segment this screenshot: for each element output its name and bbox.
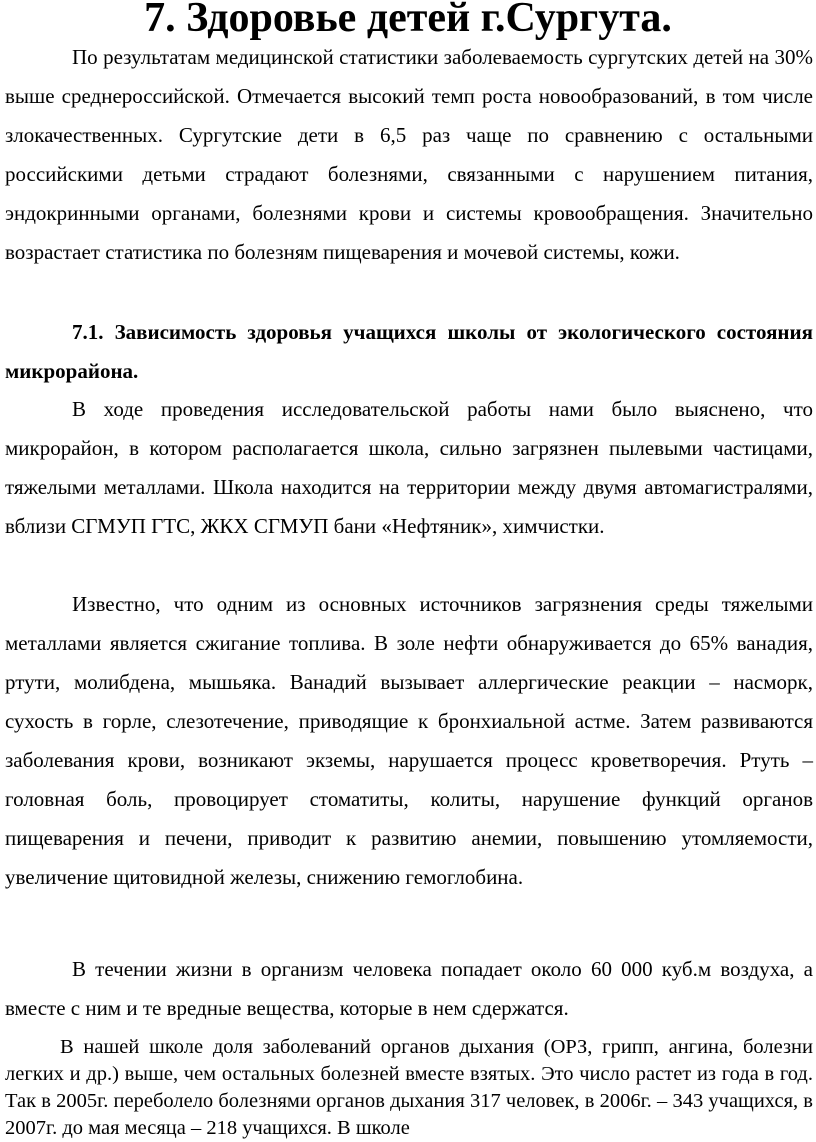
paragraph-3-block [5,390,813,546]
paragraph-statistics: По результатам медицинской статистики заболеваемость сургутских детей на 30% выше среднероссийской. Отмечается высокий темп роста новообразований, в том числе злокачественных. Сургутские дети в 6,5 раз чаще по сравнению с остальными российскими детьми страдают болезнями, связанными с нарушением питания, эндокринными органами, болезнями крови и системы кровообращения. Значительно возрастает статистика по болезням пищеварения и мочевой системы, кожи. [5,45,813,264]
paragraph-5-block [5,950,813,1028]
paragraph-air-volume: В течении жизни в организм человека попадает около 60 000 куб.м воздуха, а вместе с ним и те вредные вещества, которые в нем сдержатся. [5,957,813,1020]
paragraph-research: В ходе проведения исследовательской работы нами было выяснено, что микрорайон, в котором располагается школа, сильно загрязнен пылевыми частицами, тяжелыми металлами. Школа находится на территории между двумя автомагистралями, вблизи СГМУП ГТС, ЖКХ СГМУП бани «Нефтяник», химчистки. [5,397,813,538]
subsection-heading: 7.1. Зависимость здоровья учащихся школы от экологического состояния микрорайона. [5,320,813,383]
paragraph-4-block [5,585,813,897]
paragraph-2-block [5,313,813,391]
paragraph-heavy-metals: Известно, что одним из основных источников загрязнения среды тяжелыми металлами является сжигание топлива. В золе нефти обнаруживается до 65% ванадия, ртути, молибдена, мышьяка. Ванадий вызывает аллергические реакции – насморк, сухость в горле, слезотечение, приводящие к бронхиальной астме. Затем развиваются заболевания крови, возникают экземы, нарушается процесс кроветворечия. Ртуть – головная боль, провоцирует стоматиты, колиты, нарушение функций органов пищеварения и печени, приводит к развитию анемии, повышению утомляемости, увеличение щитовидной железы, снижению гемоглобина. [5,592,813,889]
section-heading: 7. Здоровье детей г.Сургута. [144,0,672,41]
paragraph-school-illness: В нашей школе доля заболеваний органов дыхания (ОРЗ, грипп, ангина, болезни легких и др.) выше, чем остальных болезней вместе взятых. Это число растет из года в год. Так в 2005г. переболело болезнями органов дыхания 317 человек, в 2006г. – 343 учащихся, в 2007г. до мая месяца – 218 учащихся. В школе [5,1036,813,1139]
paragraph-6-block [5,1034,813,1142]
paragraph-1-block [5,38,813,272]
